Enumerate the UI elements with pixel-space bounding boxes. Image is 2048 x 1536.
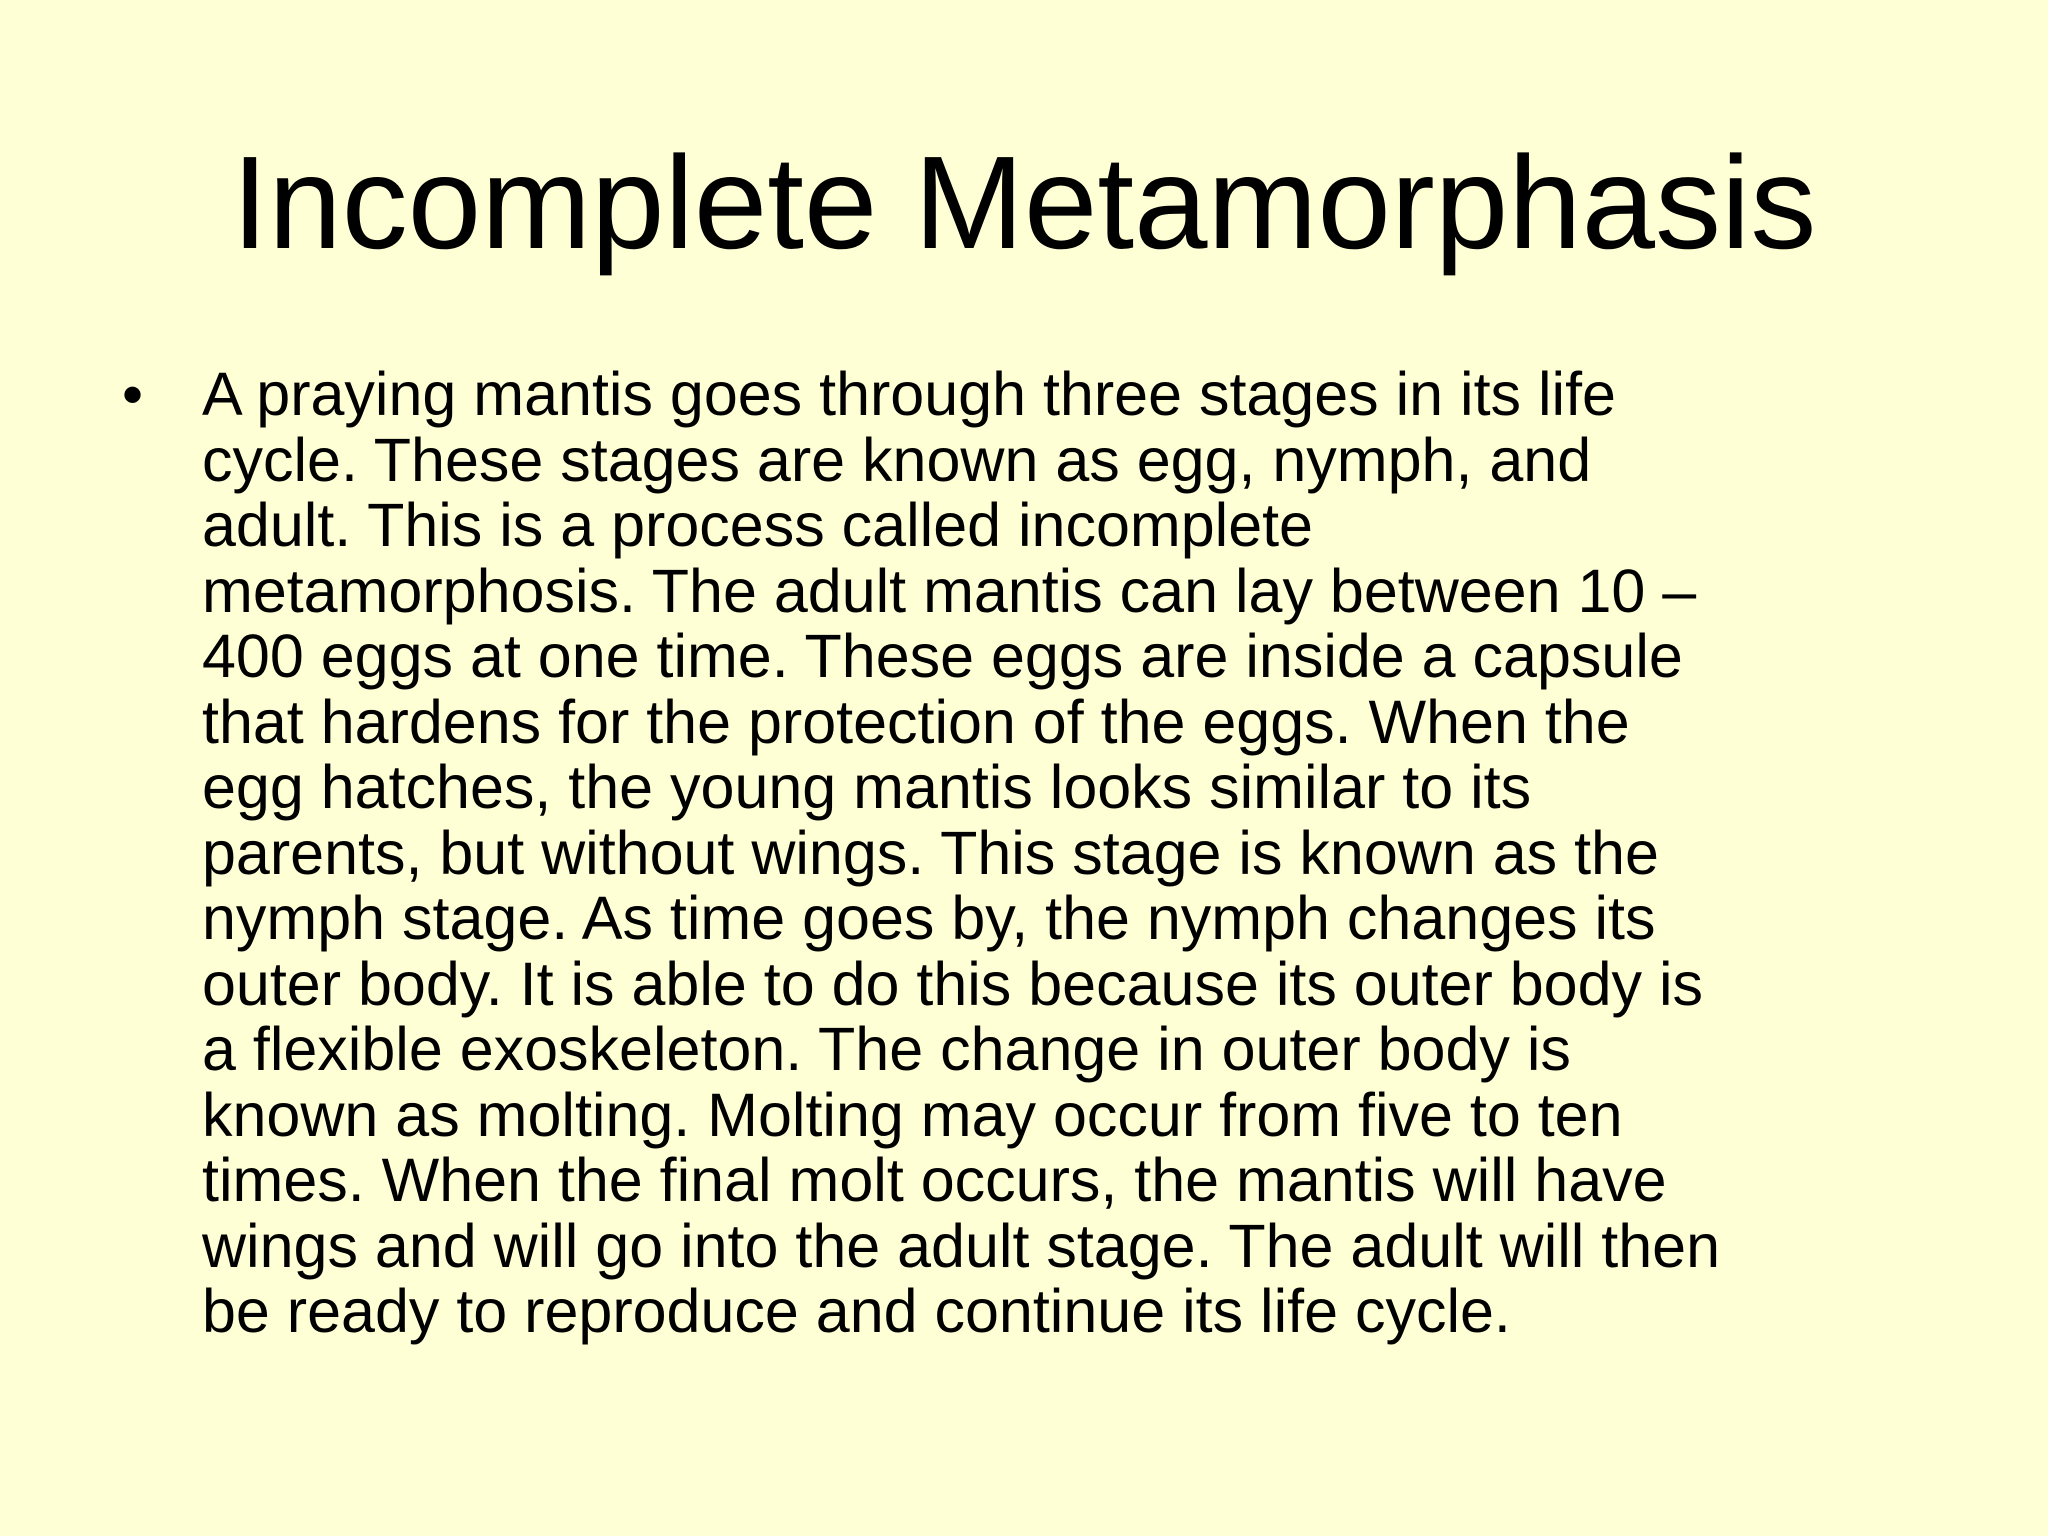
bullet-text-line: times. When the final molt occurs, the mantis will have [202,1146,1667,1214]
bullet-text-line: parents, but without wings. This stage is known as the [202,818,1659,887]
bullet-list [120,362,2020,1345]
bullet-text-line: cycle. These stages are known as egg, nymph, and [202,425,1592,494]
bullet-text-line: nymph stage. As time goes by, the nymph changes its [202,884,1656,952]
bullet-text-line: metamorphosis. The adult mantis can lay between 10 – [202,556,1697,625]
bullet-text-line: that hardens for the protection of the eggs. When the [202,687,1630,756]
bullet-text-line: a flexible exoskeleton. The change in outer body is [202,1015,1571,1083]
bullet-text-line: known as molting. Molting may occur from five to ten [202,1080,1623,1149]
bullet-text-line: 400 eggs at one time. These eggs are inside a capsule [202,622,1683,690]
bullet-text-line: be ready to reproduce and continue its life cycle. [202,1277,1511,1345]
slide-title: Incomplete Metamorphasis [231,129,1817,276]
bullet-text-line: egg hatches, the young mantis looks similar to its [202,753,1532,821]
bullet-text-line: outer body. It is able to do this because its outer body is [202,949,1704,1018]
bullet-text-line: wings and will go into the adult stage. The adult will then [202,1211,1721,1280]
bullet-text-line: A praying mantis goes through three stages in its life [202,360,1616,428]
bullet-item [120,362,2020,1345]
bullet-text-line: adult. This is a process called incomplete [202,491,1313,559]
bullet-point-icon: • [122,361,144,428]
